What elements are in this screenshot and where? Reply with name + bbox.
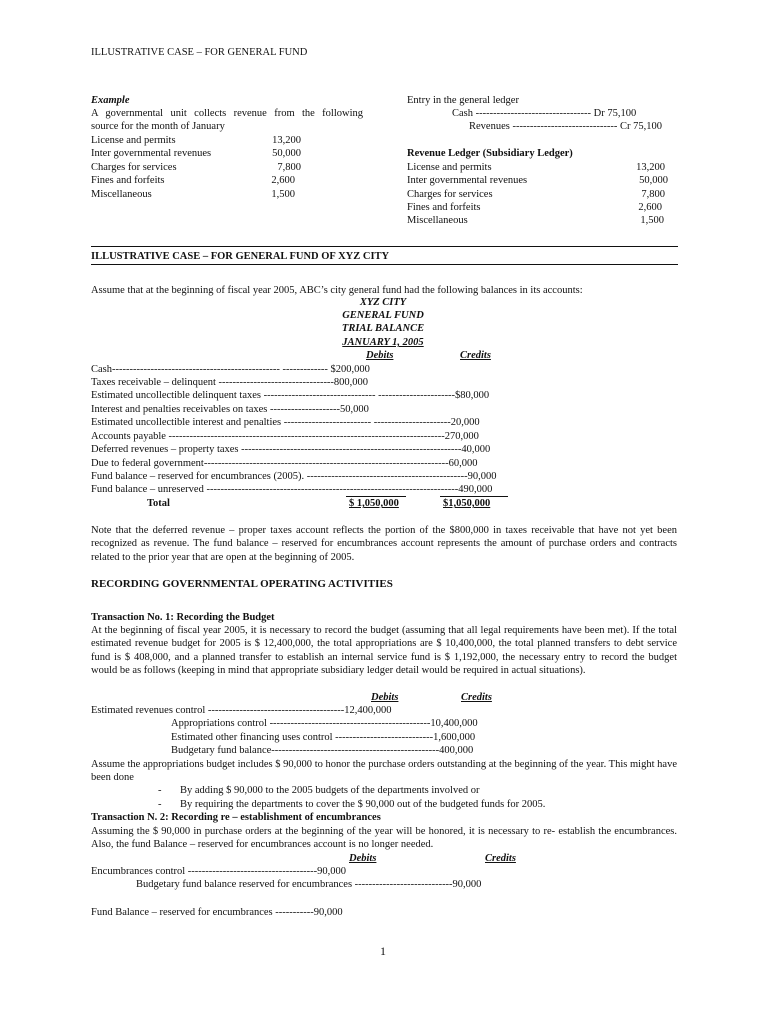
t1-entry-line: Appropriations control ----------------------------------------------10,400,000 bbox=[171, 718, 478, 729]
tb-title-fund: GENERAL FUND bbox=[342, 310, 424, 321]
case-title: ILLUSTRATIVE CASE – FOR GENERAL FUND OF XYZ CITY bbox=[91, 251, 390, 262]
t1-entry-line: Budgetary fund balance------------------------------------------------400,000 bbox=[171, 745, 474, 756]
entry-title: Entry in the general ledger bbox=[407, 95, 519, 106]
example-item-label: Charges for services bbox=[91, 162, 177, 173]
t1-bullet: By requiring the departments to cover the $ 90,000 out of the budgeted funds for 2005. bbox=[180, 799, 546, 810]
subledger-title: Revenue Ledger (Subsidiary Ledger) bbox=[407, 148, 573, 159]
example-item-label: Miscellaneous bbox=[91, 189, 152, 200]
t2-final-line: Fund Balance – reserved for encumbrances -----------90,000 bbox=[91, 907, 343, 918]
tb-row: Deferred revenues – property taxes ---------------------------------------------------------------40,000 bbox=[91, 444, 491, 455]
bullet-dash-icon: - bbox=[158, 785, 162, 796]
t1-title: Transaction No. 1: Recording the Budget bbox=[91, 612, 275, 623]
example-item-label: Fines and forfeits bbox=[91, 175, 165, 186]
example-item-label: License and permits bbox=[91, 135, 176, 146]
subledger-item-label: Charges for services bbox=[407, 189, 493, 200]
section-rule-bottom bbox=[91, 264, 678, 265]
page-number: 1 bbox=[380, 944, 386, 958]
example-item-value: 2,600 bbox=[271, 175, 295, 186]
t1-entry-line: Estimated revenues control ---------------------------------------12,400,000 bbox=[91, 705, 392, 716]
tb-title-date: JANUARY 1, 2005 bbox=[342, 337, 424, 348]
tb-total-credit: $1,050,000 bbox=[443, 498, 491, 509]
entry-line-revenues: Revenues ------------------------------ Cr 75,100 bbox=[469, 121, 662, 132]
tb-total-debit: $ 1,050,000 bbox=[349, 498, 399, 509]
tb-row: Interest and penalties receivables on taxes --------------------50,000 bbox=[91, 404, 369, 415]
subledger-item-label: Inter governmental revenues bbox=[407, 175, 528, 186]
example-heading: Example bbox=[91, 95, 130, 106]
tb-total-label: Total bbox=[147, 498, 170, 509]
t2-debits-header: Debits bbox=[349, 853, 377, 864]
t1-debits-header: Debits bbox=[371, 692, 399, 703]
tb-row: Due to federal government----------------------------------------------------------------------60,000 bbox=[91, 458, 478, 469]
t1-assume-paragraph: Assume the appropriations budget includes $ 90,000 to honor the purchase orders outstanding at the beginning of the year. This might have been done bbox=[91, 759, 677, 784]
subledger-item-value: 50,000 bbox=[639, 175, 668, 186]
tb-title-city: XYZ CITY bbox=[359, 297, 407, 308]
tb-title-trial-balance: TRIAL BALANCE bbox=[341, 323, 425, 334]
subledger-item-value: 1,500 bbox=[640, 215, 664, 226]
t1-paragraph: At the beginning of fiscal year 2005, it is necessary to record the budget (assuming that all legal requirements have been met). If the total estimated revenue budget for 2005 is $ 12,400,000, the total appropriations are $ 10,400,000, the total planned transfers to debt service fund is $ 408,000, and a planned transfer to establish an internal service fund is $ 1,192,000, the necessary entry to record the budget would be as follows (keeping in mind that appropriate subsidiary ledger detail would be required in actual situations). bbox=[91, 625, 677, 677]
subledger-item-label: Fines and forfeits bbox=[407, 202, 481, 213]
tb-row: Accounts payable -------------------------------------------------------------------------------270,000 bbox=[91, 431, 479, 442]
subledger-item-value: 2,600 bbox=[638, 202, 662, 213]
example-item-value: 13,200 bbox=[272, 135, 301, 146]
t2-paragraph: Assuming the $ 90,000 in purchase orders at the beginning of the year will be honored, it is necessary to re- establish the encumbrances. Also, the fund Balance – reserved for encumbrances account is no longer needed. bbox=[91, 826, 677, 851]
entry-line-cash: Cash --------------------------------- Dr 75,100 bbox=[452, 108, 637, 119]
page-header: ILLUSTRATIVE CASE – FOR GENERAL FUND bbox=[91, 47, 308, 58]
t1-entry-line: Estimated other financing uses control ----------------------------1,600,000 bbox=[171, 732, 476, 743]
t2-entry-line: Budgetary fund balance reserved for encumbrances ----------------------------90,000 bbox=[136, 879, 482, 890]
assume-text: Assume that at the beginning of fiscal year 2005, ABC’s city general fund had the following balances in its accounts: bbox=[91, 285, 583, 296]
subledger-item-label: License and permits bbox=[407, 162, 492, 173]
example-intro-line-1: A governmental unit collects revenue from the following bbox=[91, 108, 363, 119]
tb-row: Cash------------------------------------------------ ------------- $200,000 bbox=[91, 364, 370, 375]
section-title: RECORDING GOVERNMENTAL OPERATING ACTIVITIES bbox=[91, 578, 393, 590]
tb-row: Fund balance – unreserved ------------------------------------------------------------------------490,000 bbox=[91, 484, 493, 495]
example-intro-line-2: source for the month of January bbox=[91, 121, 225, 132]
subledger-item-value: 13,200 bbox=[636, 162, 665, 173]
bullet-dash-icon: - bbox=[158, 799, 162, 810]
t2-entry-line: Encumbrances control -------------------------------------90,000 bbox=[91, 866, 347, 877]
note-paragraph: Note that the deferred revenue – proper taxes account reflects the portion of the $800,000 in taxes receivable that have not yet been recognized as revenue. The fund balance – reserved for encumbrances account represents the amount of purchase orders and contracts related to the prior year that are open at the beginning of 2005. bbox=[91, 525, 677, 563]
t1-credits-header: Credits bbox=[461, 692, 492, 703]
t2-title: Transaction N. 2: Recording re – establishment of encumbrances bbox=[91, 812, 381, 823]
tb-row: Taxes receivable – delinquent ---------------------------------800,000 bbox=[91, 377, 369, 388]
section-rule-top bbox=[91, 246, 678, 247]
example-item-value: 1,500 bbox=[271, 189, 295, 200]
tb-row: Estimated uncollectible interest and penalties ------------------------- ----------------------20,000 bbox=[91, 417, 480, 428]
subledger-item-label: Miscellaneous bbox=[407, 215, 468, 226]
example-item-value: 7,800 bbox=[277, 162, 301, 173]
tb-debits-header: Debits bbox=[366, 350, 394, 361]
example-item-label: Inter governmental revenues bbox=[91, 148, 212, 159]
subledger-item-value: 7,800 bbox=[641, 189, 665, 200]
t1-bullet: By adding $ 90,000 to the 2005 budgets of the departments involved or bbox=[180, 785, 480, 796]
t2-credits-header: Credits bbox=[485, 853, 516, 864]
tb-row: Fund balance – reserved for encumbrances (2005). ----------------------------------------------90,000 bbox=[91, 471, 497, 482]
tb-credits-header: Credits bbox=[460, 350, 491, 361]
example-item-value: 50,000 bbox=[272, 148, 301, 159]
tb-row: Estimated uncollectible delinquent taxes -------------------------------- ----------------------$80,000 bbox=[91, 390, 490, 401]
